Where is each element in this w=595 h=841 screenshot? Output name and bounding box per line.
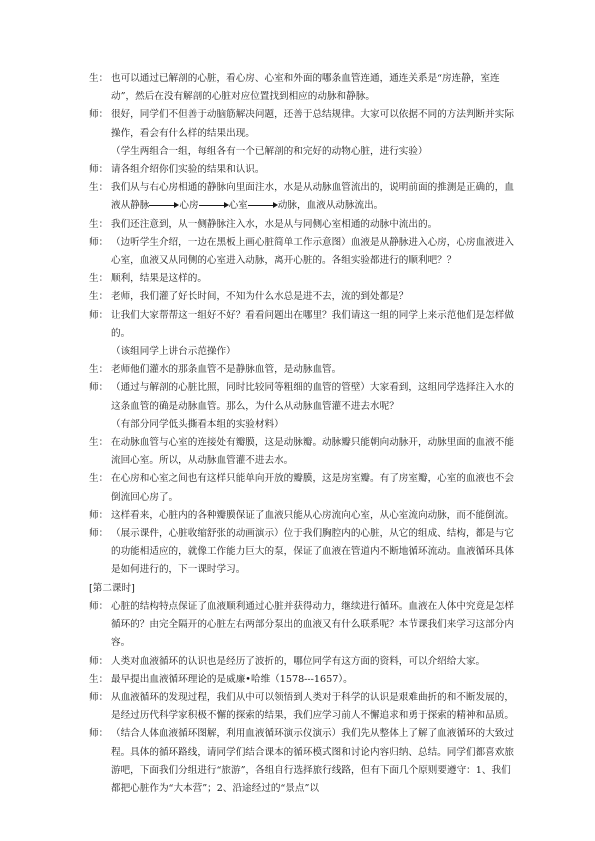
- paragraph: [89, 106, 515, 142]
- flow-node-ventricle: 心室: [228, 200, 248, 212]
- text-block-lesson-one: [89, 70, 515, 798]
- speaker-label: 生：: [89, 437, 109, 449]
- speaker-label: 师：: [89, 600, 109, 612]
- paragraph: [89, 270, 515, 288]
- speaker-label: 师：: [89, 236, 109, 248]
- paragraph: [89, 234, 515, 270]
- arrow-icon: [149, 201, 179, 211]
- speaker-label: 师：: [89, 509, 109, 521]
- speaker-label: 师：: [89, 382, 109, 394]
- lesson-heading: [第二课时]: [89, 582, 135, 594]
- paragraph: [89, 161, 515, 179]
- speaker-label: 生：: [89, 673, 109, 685]
- arrow-icon: [248, 201, 278, 211]
- speaker-label: 师：: [89, 528, 109, 540]
- flow-node-artery: 动脉: [277, 200, 297, 212]
- speaker-label: 生：: [89, 473, 109, 485]
- paragraph: [89, 653, 515, 671]
- paragraph: [89, 216, 515, 234]
- paragraph: [89, 598, 515, 653]
- paragraph: [89, 307, 515, 343]
- paragraph-text: （边听学生介绍，一边在黑板上画心脏简单工作示意图）血液是从静脉进入心房，心房血液进入心室，血液又从同侧的心室进入动脉，离开心脏的。各组实验都进行的顺利吧？？: [111, 236, 514, 267]
- speaker-label: 生：: [89, 364, 109, 376]
- paragraph-text: [111, 179, 515, 215]
- paragraph-text: 在心房和心室之间也有这样只能单向开放的瓣膜，这是房室瓣。有了房室瓣，心室的血液也不会倒流回心房了。: [111, 473, 514, 503]
- paragraph-text: 这样看来，心脏内的各种瓣膜保证了血液只能从心房流向心室，从心室流向动脉，而不能倒流。: [111, 509, 514, 521]
- paragraph: [89, 525, 515, 580]
- speaker-label: 师：: [89, 164, 109, 176]
- paragraph-text: 心脏的结构特点保证了血液顺利通过心脏并获得动力，继续进行循环。血液在人体中究竟是怎样循环的？由完全隔开的心脏左右两部分泵出的血液又有什么联系呢？本节课我们来学习这部分内容。: [111, 600, 514, 649]
- paragraph: [89, 379, 515, 415]
- speaker-label: 师：: [89, 691, 109, 703]
- speaker-label: 生：: [89, 273, 109, 285]
- flow-node-atrium: 心房: [179, 200, 199, 212]
- paragraph: [89, 689, 515, 725]
- speaker-label: 师：: [89, 655, 109, 667]
- paragraph-text: 请各组介绍你们实验的结果和认识。: [111, 164, 265, 176]
- paragraph-text: 顺利，结果是这样的。: [111, 273, 207, 285]
- speaker-label: 生：: [89, 291, 109, 303]
- stage-direction: [89, 343, 515, 361]
- paragraph-text: 让我们大家帮帮这一组好不好？看看问题出在哪里？我们请这一组的同学上来示范他们是怎样做的。: [111, 309, 514, 339]
- paragraph: [89, 361, 515, 379]
- paragraph-text: 从血液循环的发现过程，我们从中可以领悟到人类对于科学的认识是艰难曲折的和不断发展的，是经过历代科学家积极不懈的探索的结果，我们应学习前人不懈追求和勇于探索的精神和品质。: [111, 691, 514, 722]
- paragraph-text: 最早提出血液循环理论的是威廉•哈维（1578---1657）。: [111, 673, 353, 685]
- paragraph-with-flow: [89, 179, 515, 215]
- paragraph-text: （学生两组合一组，每组各有一个已解剖的和完好的动物心脏，进行实验）: [111, 145, 428, 157]
- paragraph-text: 在动脉血管与心室的连接处有瓣膜，这是动脉瓣。动脉瓣只能朝向动脉开，动脉里面的血液不能流回心室。所以，从动脉血管灌不进去水。: [111, 437, 514, 467]
- paragraph-text: 老师，我们灌了好长时间，不知为什么水总是进不去，流的到处都是？: [111, 291, 409, 303]
- paragraph-text: 很好，同学们不但善于动脑筋解决问题，还善于总结规律。大家可以依据不同的方法判断并实际操作，看会有什么样的结果出现。: [111, 109, 514, 139]
- paragraph-text: （展示课件，心脏收缩舒张的动画演示）位于我们胸腔内的心脏，从它的组成、结构，都是与它的功能相适应的，就像工作能力巨大的泵，保证了血液在管道内不断地循环流动。血液循环具体是如何进行的，下一课时学习。: [111, 528, 514, 576]
- stage-direction: [89, 143, 515, 161]
- speaker-label: 生：: [89, 218, 109, 230]
- paragraph: [89, 470, 515, 506]
- speaker-label: 师：: [89, 109, 109, 121]
- stage-direction: [89, 416, 515, 434]
- speaker-label: 生：: [89, 73, 109, 84]
- arrow-icon: [199, 201, 229, 211]
- section-heading: [89, 580, 515, 598]
- paragraph: [89, 288, 515, 306]
- paragraph-text: （有部分同学低头撕看本组的实验材料）: [111, 418, 284, 430]
- blood-flow-sequence: [149, 197, 297, 215]
- speaker-label: 师：: [89, 728, 109, 740]
- paragraph: [89, 671, 515, 689]
- paragraph: [89, 434, 515, 470]
- paragraph-text: 也可以通过已解剖的心脏，看心房、心室和外面的哪条血管连通，通连关系是“房连静，室连动”，然后在没有解剖的心脏对应位置找到相应的动脉和静脉。: [111, 73, 500, 103]
- flow-tail-text: ，血液从动脉流出。: [296, 200, 384, 212]
- paragraph-text: 人类对血液循环的认识也是经历了波折的，哪位同学有这方面的资料，可以介绍给大家。: [111, 655, 486, 667]
- paragraph-text: 我们还注意到，从一侧静脉注入水，水是从与同侧心室相通的动脉中流出的。: [111, 218, 438, 230]
- paragraph: [89, 70, 515, 106]
- speaker-label: 师：: [89, 309, 109, 321]
- paragraph-text: （通过与解剖的心脏比照，同时比较同等粗细的血管的管壁）大家看到，这组同学选择注入水的这条血管的确是动脉血管。那么，为什么从动脉血管灌不进去水呢？: [111, 382, 514, 412]
- paragraph: [89, 507, 515, 525]
- paragraph-text-lead: 我们从与右心房相通的静脉向里面注水，水是从动脉血管流出的，说明前面的推测是正确的，血液从静脉: [111, 182, 514, 212]
- paragraph: [89, 725, 515, 798]
- paragraph-text: （该组同学上讲台示范操作）: [111, 346, 236, 358]
- paragraph-text: （结合人体血液循环图解，利用血液循环演示仪演示）我们先从整体上了解了血液循环的大致过程。具体的循环路线，请同学们结合课本的循环模式图和讨论内容归纳、总结。同学们都喜欢旅游吧，下面我们分组进行“旅游”，各组自行选择旅行线路，但有下面几个原则要遵守：1、我们都把心脏作为“大本营”；2、沿途经过的“景点”以: [111, 728, 514, 794]
- paragraph-text: 老师他们灌水的那条血管不是静脉血管，是动脉血管。: [111, 364, 342, 376]
- speaker-label: 生：: [89, 182, 109, 194]
